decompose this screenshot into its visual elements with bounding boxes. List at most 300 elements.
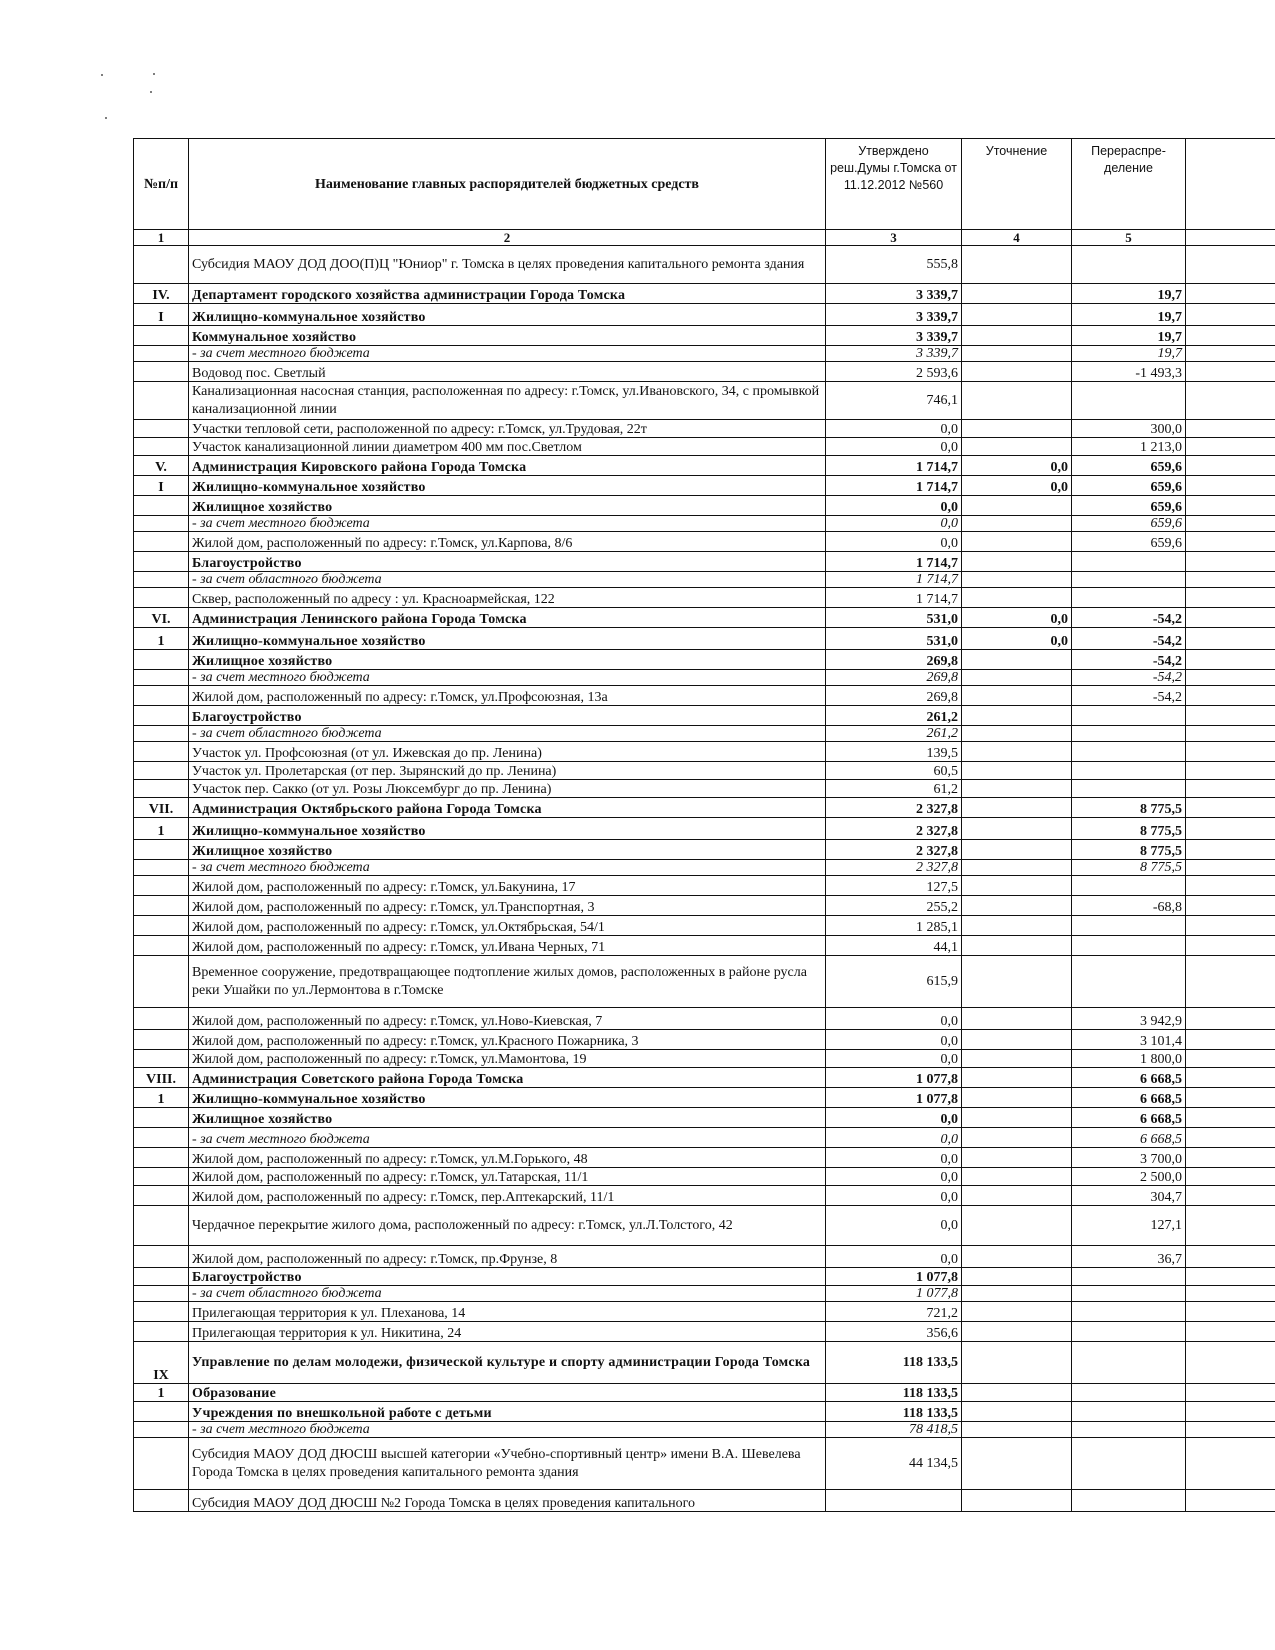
redistribution-value: [1072, 1438, 1186, 1490]
redistribution-value: 659,6: [1072, 456, 1186, 476]
approved-value: 2 327,8: [826, 818, 962, 840]
header-col-number: №п/п: [134, 139, 189, 230]
clarification-value: [962, 1438, 1072, 1490]
row-number: [134, 532, 189, 552]
cut-off-cell: [1186, 742, 1275, 762]
table-row: [134, 532, 1275, 552]
header-col-name: Наименование главных распорядителей бюджетных средств: [189, 139, 826, 230]
row-name: Учреждения по внешкольной работе с детьми: [189, 1402, 826, 1422]
table-row: [134, 1246, 1275, 1268]
row-name: Администрация Кировского района Города Томска: [189, 456, 826, 476]
approved-value: 118 133,5: [826, 1402, 962, 1422]
row-number: [134, 362, 189, 382]
row-name: - за счет местного бюджета: [189, 1128, 826, 1148]
clarification-value: 0,0: [962, 608, 1072, 628]
header-col-cut: [1186, 139, 1275, 230]
clarification-value: [962, 798, 1072, 818]
row-name: Участок канализационной линии диаметром 400 мм пос.Светлом: [189, 438, 826, 456]
approved-value: 269,8: [826, 670, 962, 686]
approved-value: 1 077,8: [826, 1088, 962, 1108]
cut-off-cell: [1186, 304, 1275, 326]
approved-value: 0,0: [826, 496, 962, 516]
redistribution-value: -54,2: [1072, 650, 1186, 670]
clarification-value: [962, 1384, 1072, 1402]
row-number: [134, 1322, 189, 1342]
clarification-value: [962, 552, 1072, 572]
row-name: Коммунальное хозяйство: [189, 326, 826, 346]
row-number: [134, 552, 189, 572]
header-col-approved: Утверждено реш.Думы г.Томска от 11.12.2012 №560: [826, 139, 962, 230]
row-name: Жилой дом, расположенный по адресу: г.Томск, пр.Фрунзе, 8: [189, 1246, 826, 1268]
approved-value: 261,2: [826, 706, 962, 726]
table-row: [134, 1206, 1275, 1246]
row-name: Благоустройство: [189, 1268, 826, 1286]
cut-off-cell: [1186, 670, 1275, 686]
clarification-value: [962, 1246, 1072, 1268]
clarification-value: [962, 1422, 1072, 1438]
cut-off-cell: [1186, 628, 1275, 650]
table-row: [134, 552, 1275, 572]
row-name: Участки тепловой сети, расположенной по адресу: г.Томск, ул.Трудовая, 22т: [189, 420, 826, 438]
cut-off-cell: [1186, 438, 1275, 456]
table-row: [134, 742, 1275, 762]
approved-value: 1 714,7: [826, 588, 962, 608]
approved-value: 3 339,7: [826, 326, 962, 346]
cut-off-cell: [1186, 1402, 1275, 1422]
clarification-value: [962, 956, 1072, 1008]
redistribution-value: [1072, 552, 1186, 572]
clarification-value: [962, 1322, 1072, 1342]
redistribution-value: [1072, 1422, 1186, 1438]
row-number: IX: [134, 1342, 189, 1384]
row-name: - за счет местного бюджета: [189, 670, 826, 686]
row-number: [134, 1168, 189, 1186]
row-number: V.: [134, 456, 189, 476]
scan-speck: [150, 91, 152, 93]
approved-value: 60,5: [826, 762, 962, 780]
cut-off-cell: [1186, 456, 1275, 476]
approved-value: 1 714,7: [826, 572, 962, 588]
row-number: [134, 346, 189, 362]
approved-value: 0,0: [826, 1108, 962, 1128]
cut-off-cell: [1186, 1268, 1275, 1286]
row-number: 1: [134, 1384, 189, 1402]
row-name: Жилищное хозяйство: [189, 840, 826, 860]
table-row: [134, 956, 1275, 1008]
redistribution-value: [1072, 1342, 1186, 1384]
row-number: [134, 1108, 189, 1128]
row-number: IV.: [134, 284, 189, 304]
clarification-value: [962, 1050, 1072, 1068]
redistribution-value: 2 500,0: [1072, 1168, 1186, 1186]
table-row: [134, 456, 1275, 476]
row-name: Жилищно-коммунальное хозяйство: [189, 476, 826, 496]
redistribution-value: -54,2: [1072, 628, 1186, 650]
row-name: Администрация Ленинского района Города Томска: [189, 608, 826, 628]
redistribution-value: [1072, 876, 1186, 896]
row-number: [134, 1206, 189, 1246]
column-number: 3: [826, 230, 962, 246]
table-row: [134, 1402, 1275, 1422]
redistribution-value: [1072, 742, 1186, 762]
redistribution-value: 6 668,5: [1072, 1068, 1186, 1088]
row-name: - за счет областного бюджета: [189, 1286, 826, 1302]
approved-value: 118 133,5: [826, 1384, 962, 1402]
row-number: VIII.: [134, 1068, 189, 1088]
redistribution-value: 6 668,5: [1072, 1128, 1186, 1148]
approved-value: 0,0: [826, 438, 962, 456]
row-number: [134, 1128, 189, 1148]
clarification-value: [962, 516, 1072, 532]
clarification-value: [962, 936, 1072, 956]
clarification-value: [962, 382, 1072, 420]
row-name: Жилой дом, расположенный по адресу: г.Томск, ул.Красного Пожарника, 3: [189, 1030, 826, 1050]
cut-off-cell: [1186, 496, 1275, 516]
clarification-value: [962, 1286, 1072, 1302]
table-row: [134, 476, 1275, 496]
redistribution-value: 19,7: [1072, 346, 1186, 362]
cut-off-cell: [1186, 956, 1275, 1008]
table-row: [134, 1088, 1275, 1108]
row-number: [134, 1438, 189, 1490]
cut-off-cell: [1186, 1286, 1275, 1302]
clarification-value: [962, 362, 1072, 382]
redistribution-value: [1072, 762, 1186, 780]
clarification-value: [962, 1206, 1072, 1246]
clarification-value: [962, 896, 1072, 916]
redistribution-value: -1 493,3: [1072, 362, 1186, 382]
approved-value: 0,0: [826, 1168, 962, 1186]
row-number: [134, 1302, 189, 1322]
approved-value: 721,2: [826, 1302, 962, 1322]
redistribution-value: 19,7: [1072, 326, 1186, 346]
row-number: [134, 572, 189, 588]
row-number: [134, 516, 189, 532]
clarification-value: [962, 860, 1072, 876]
table-row: [134, 608, 1275, 628]
clarification-value: [962, 1268, 1072, 1286]
approved-value: 356,6: [826, 1322, 962, 1342]
table-row: [134, 1438, 1275, 1490]
cut-off-cell: [1186, 552, 1275, 572]
table-row: [134, 438, 1275, 456]
row-name: Благоустройство: [189, 706, 826, 726]
table-row: [134, 916, 1275, 936]
approved-value: 0,0: [826, 1246, 962, 1268]
clarification-value: [962, 1008, 1072, 1030]
row-number: [134, 840, 189, 860]
row-number: [134, 650, 189, 670]
row-name: Администрация Октябрьского района Города Томска: [189, 798, 826, 818]
cut-off-cell: [1186, 1302, 1275, 1322]
row-name: - за счет местного бюджета: [189, 516, 826, 532]
table-row: [134, 1108, 1275, 1128]
clarification-value: [962, 1148, 1072, 1168]
cut-off-cell: [1186, 1050, 1275, 1068]
column-number: 5: [1072, 230, 1186, 246]
row-number: [134, 876, 189, 896]
scan-speck: [153, 73, 155, 75]
redistribution-value: 3 101,4: [1072, 1030, 1186, 1050]
redistribution-value: 19,7: [1072, 304, 1186, 326]
redistribution-value: [1072, 1268, 1186, 1286]
approved-value: 44,1: [826, 936, 962, 956]
cut-off-cell: [1186, 1206, 1275, 1246]
row-number: [134, 780, 189, 798]
cut-off-cell: [1186, 726, 1275, 742]
redistribution-value: [1072, 706, 1186, 726]
row-number: [134, 1050, 189, 1068]
cut-off-cell: [1186, 1168, 1275, 1186]
row-name: Жилищное хозяйство: [189, 650, 826, 670]
cut-off-cell: [1186, 1490, 1275, 1512]
cut-off-cell: [1186, 476, 1275, 496]
clarification-value: [962, 742, 1072, 762]
row-number: [134, 1030, 189, 1050]
row-name: Жилой дом, расположенный по адресу: г.Томск, ул.Транспортная, 3: [189, 896, 826, 916]
redistribution-value: [1072, 572, 1186, 588]
table-row: [134, 588, 1275, 608]
row-name: Жилой дом, расположенный по адресу: г.Томск, ул.Профсоюзная, 13а: [189, 686, 826, 706]
row-name: Жилищное хозяйство: [189, 1108, 826, 1128]
table-row: [134, 1322, 1275, 1342]
row-number: 1: [134, 1088, 189, 1108]
table-row: [134, 1286, 1275, 1302]
table-row: [134, 762, 1275, 780]
redistribution-value: [1072, 246, 1186, 284]
row-name: - за счет местного бюджета: [189, 346, 826, 362]
approved-value: 1 077,8: [826, 1268, 962, 1286]
cut-off-cell: [1186, 1128, 1275, 1148]
table-header-row: [134, 139, 1275, 230]
cut-off-cell: [1186, 686, 1275, 706]
cut-off-cell: [1186, 1322, 1275, 1342]
redistribution-value: 659,6: [1072, 532, 1186, 552]
row-name: Жилой дом, расположенный по адресу: г.Томск, ул.Мамонтова, 19: [189, 1050, 826, 1068]
column-number-row: [134, 230, 1275, 246]
redistribution-value: -54,2: [1072, 670, 1186, 686]
table-row: [134, 1384, 1275, 1402]
table-row: [134, 1268, 1275, 1286]
cut-off-cell: [1186, 326, 1275, 346]
table-row: [134, 780, 1275, 798]
row-number: [134, 1402, 189, 1422]
row-name: Благоустройство: [189, 552, 826, 572]
redistribution-value: [1072, 1490, 1186, 1512]
table-row: [134, 1008, 1275, 1030]
table-row: [134, 246, 1275, 284]
approved-value: 531,0: [826, 608, 962, 628]
clarification-value: [962, 916, 1072, 936]
clarification-value: [962, 1402, 1072, 1422]
redistribution-value: 6 668,5: [1072, 1088, 1186, 1108]
cut-off-cell: [1186, 876, 1275, 896]
row-name: Жилой дом, расположенный по адресу: г.Томск, ул.Бакунина, 17: [189, 876, 826, 896]
approved-value: 0,0: [826, 532, 962, 552]
cut-off-cell: [1186, 362, 1275, 382]
cut-off-cell: [1186, 1108, 1275, 1128]
clarification-value: [962, 246, 1072, 284]
approved-value: 78 418,5: [826, 1422, 962, 1438]
row-name: Участок пер. Сакко (от ул. Розы Люксембург до пр. Ленина): [189, 780, 826, 798]
cut-off-cell: [1186, 1342, 1275, 1384]
clarification-value: [962, 304, 1072, 326]
row-name: Жилищно-коммунальное хозяйство: [189, 628, 826, 650]
row-number: VII.: [134, 798, 189, 818]
table-row: [134, 326, 1275, 346]
approved-value: 2 327,8: [826, 860, 962, 876]
redistribution-value: [1072, 1302, 1186, 1322]
approved-value: 261,2: [826, 726, 962, 742]
clarification-value: [962, 762, 1072, 780]
row-number: VI.: [134, 608, 189, 628]
clarification-value: [962, 1108, 1072, 1128]
clarification-value: [962, 284, 1072, 304]
table-row: [134, 1128, 1275, 1148]
redistribution-value: [1072, 936, 1186, 956]
cut-off-cell: [1186, 1030, 1275, 1050]
redistribution-value: 659,6: [1072, 516, 1186, 532]
row-name: Жилищное хозяйство: [189, 496, 826, 516]
approved-value: 615,9: [826, 956, 962, 1008]
approved-value: 2 327,8: [826, 840, 962, 860]
row-number: [134, 496, 189, 516]
cut-off-cell: [1186, 284, 1275, 304]
redistribution-value: [1072, 780, 1186, 798]
clarification-value: [962, 496, 1072, 516]
row-number: [134, 916, 189, 936]
row-name: Жилищно-коммунальное хозяйство: [189, 818, 826, 840]
redistribution-value: [1072, 1384, 1186, 1402]
column-number: 2: [189, 230, 826, 246]
redistribution-value: 19,7: [1072, 284, 1186, 304]
cut-off-cell: [1186, 1088, 1275, 1108]
table-row: [134, 860, 1275, 876]
approved-value: 0,0: [826, 1206, 962, 1246]
cut-off-cell: [1186, 860, 1275, 876]
approved-value: 0,0: [826, 1008, 962, 1030]
approved-value: 0,0: [826, 420, 962, 438]
table-row: [134, 686, 1275, 706]
clarification-value: 0,0: [962, 476, 1072, 496]
row-number: [134, 670, 189, 686]
approved-value: 1 714,7: [826, 476, 962, 496]
budget-table: [133, 138, 1275, 1512]
table-row: [134, 706, 1275, 726]
approved-value: 61,2: [826, 780, 962, 798]
row-name: - за счет областного бюджета: [189, 726, 826, 742]
row-name: Водовод пос. Светлый: [189, 362, 826, 382]
table-row: [134, 628, 1275, 650]
redistribution-value: -54,2: [1072, 608, 1186, 628]
scan-speck: [105, 117, 107, 119]
cut-off-cell: [1186, 762, 1275, 780]
clarification-value: [962, 420, 1072, 438]
table-row: [134, 1490, 1275, 1512]
header-col-redistribution: Перераспре-деление: [1072, 139, 1186, 230]
cut-off-cell: [1186, 916, 1275, 936]
redistribution-value: [1072, 1402, 1186, 1422]
approved-value: 44 134,5: [826, 1438, 962, 1490]
table-row: [134, 1422, 1275, 1438]
row-number: I: [134, 304, 189, 326]
clarification-value: [962, 1302, 1072, 1322]
cut-off-cell: [1186, 1384, 1275, 1402]
table-row: [134, 726, 1275, 742]
redistribution-value: [1072, 726, 1186, 742]
approved-value: 2 327,8: [826, 798, 962, 818]
approved-value: 1 714,7: [826, 552, 962, 572]
approved-value: 0,0: [826, 516, 962, 532]
cut-off-cell: [1186, 1438, 1275, 1490]
row-name: Прилегающая территория к ул. Плеханова, 14: [189, 1302, 826, 1322]
row-number: [134, 956, 189, 1008]
cut-off-cell: [1186, 840, 1275, 860]
table-row: [134, 1186, 1275, 1206]
table-body: [134, 246, 1275, 1512]
row-name: Сквер, расположенный по адресу : ул. Красноармейская, 122: [189, 588, 826, 608]
redistribution-value: 8 775,5: [1072, 860, 1186, 876]
row-number: 1: [134, 628, 189, 650]
table-row: [134, 1302, 1275, 1322]
table-row: [134, 650, 1275, 670]
header-col-clarification: Уточнение: [962, 139, 1072, 230]
clarification-value: [962, 1068, 1072, 1088]
row-number: [134, 382, 189, 420]
table-row: [134, 496, 1275, 516]
clarification-value: [962, 588, 1072, 608]
table-row: [134, 284, 1275, 304]
clarification-value: 0,0: [962, 628, 1072, 650]
clarification-value: [962, 438, 1072, 456]
cut-off-cell: [1186, 896, 1275, 916]
row-number: [134, 936, 189, 956]
clarification-value: [962, 726, 1072, 742]
row-name: Департамент городского хозяйства администрации Города Томска: [189, 284, 826, 304]
redistribution-value: 8 775,5: [1072, 840, 1186, 860]
row-number: [134, 1268, 189, 1286]
clarification-value: [962, 686, 1072, 706]
row-number: [134, 762, 189, 780]
clarification-value: [962, 1088, 1072, 1108]
row-name: Участок ул. Профсоюзная (от ул. Ижевская до пр. Ленина): [189, 742, 826, 762]
row-name: Жилой дом, расположенный по адресу: г.Томск, ул.Карпова, 8/6: [189, 532, 826, 552]
clarification-value: [962, 1186, 1072, 1206]
table-row: [134, 304, 1275, 326]
redistribution-value: 36,7: [1072, 1246, 1186, 1268]
row-number: [134, 1148, 189, 1168]
clarification-value: [962, 326, 1072, 346]
row-name: Прилегающая территория к ул. Никитина, 24: [189, 1322, 826, 1342]
clarification-value: [962, 1128, 1072, 1148]
approved-value: 746,1: [826, 382, 962, 420]
row-number: [134, 420, 189, 438]
redistribution-value: 1 213,0: [1072, 438, 1186, 456]
clarification-value: [962, 818, 1072, 840]
approved-value: 0,0: [826, 1128, 962, 1148]
row-number: [134, 1186, 189, 1206]
row-name: Образование: [189, 1384, 826, 1402]
column-number: 4: [962, 230, 1072, 246]
row-name: Жилой дом, расположенный по адресу: г.Томск, ул.Ново-Киевская, 7: [189, 1008, 826, 1030]
table-row: [134, 896, 1275, 916]
clarification-value: [962, 1168, 1072, 1186]
clarification-value: [962, 346, 1072, 362]
row-number: [134, 896, 189, 916]
table-row: [134, 670, 1275, 686]
row-name: - за счет местного бюджета: [189, 1422, 826, 1438]
redistribution-value: [1072, 956, 1186, 1008]
